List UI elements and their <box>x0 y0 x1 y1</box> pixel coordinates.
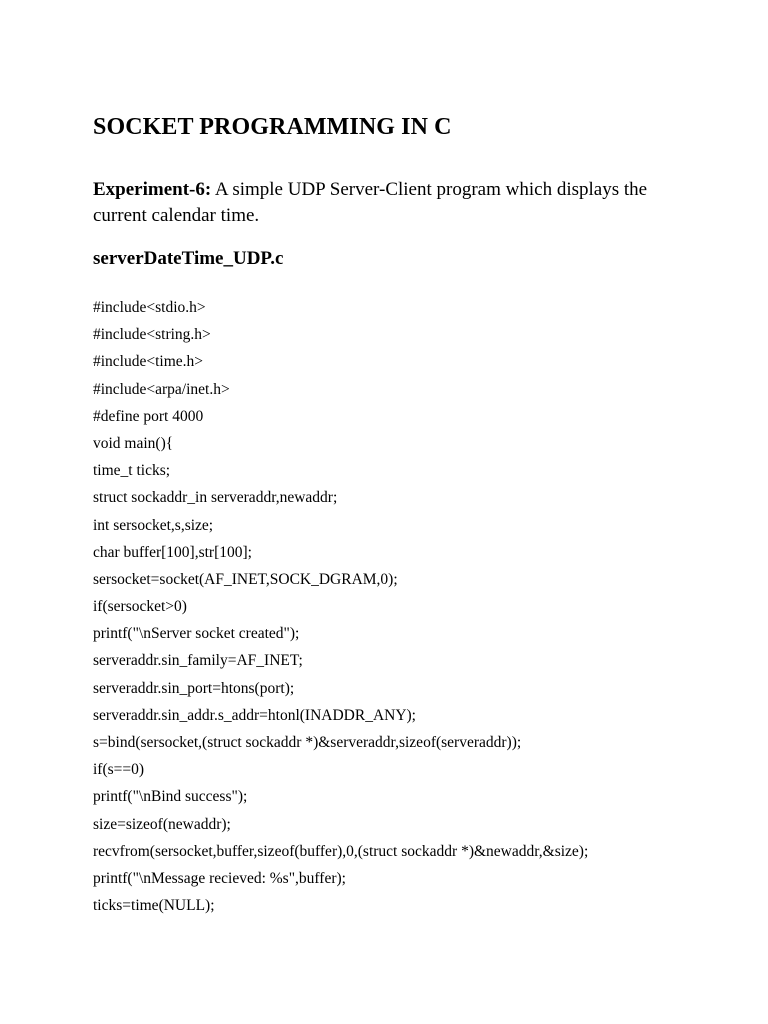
code-line: recvfrom(sersocket,buffer,sizeof(buffer),0,(struct sockaddr *)&newaddr,&size); <box>93 842 589 860</box>
code-line: time_t ticks; <box>93 462 171 480</box>
code-line: sersocket=socket(AF_INET,SOCK_DGRAM,0); <box>93 570 398 588</box>
experiment-description <box>93 177 683 229</box>
code-line: if(sersocket>0) <box>93 598 187 616</box>
code-line: char buffer[100],str[100]; <box>93 543 252 561</box>
experiment-text: A simple UDP Server-Client program which displays the current calendar time. <box>93 179 648 226</box>
code-line: serveraddr.sin_addr.s_addr=htonl(INADDR_ANY); <box>93 706 416 724</box>
code-line: void main(){ <box>93 434 174 452</box>
code-line: serveraddr.sin_family=AF_INET; <box>93 652 303 670</box>
code-line: #define port 4000 <box>93 407 204 425</box>
code-line: struct sockaddr_in serveraddr,newaddr; <box>93 489 338 507</box>
code-line: #include<string.h> <box>93 326 211 344</box>
code-line: printf("\nMessage recieved: %s",buffer); <box>93 869 346 887</box>
code-line: #include<time.h> <box>93 353 204 371</box>
code-line: if(s==0) <box>93 761 145 779</box>
document-title: SOCKET PROGRAMMING IN C <box>93 114 452 140</box>
code-line: s=bind(sersocket,(struct sockaddr *)&serveraddr,sizeof(serveraddr)); <box>93 734 522 751</box>
code-line: int sersocket,s,size; <box>93 516 214 534</box>
code-listing <box>93 294 693 919</box>
source-filename: serverDateTime_UDP.c <box>93 248 284 269</box>
code-line: serveraddr.sin_port=htons(port); <box>93 679 295 697</box>
code-line: #include<arpa/inet.h> <box>93 380 230 398</box>
document-content <box>93 112 693 919</box>
experiment-label: Experiment-6: <box>93 179 212 200</box>
code-line: ticks=time(NULL); <box>93 897 215 915</box>
code-line: size=sizeof(newaddr); <box>93 815 231 833</box>
code-line: printf("\nServer socket created"); <box>93 625 300 643</box>
code-line: printf("\nBind success"); <box>93 788 248 806</box>
code-line: #include<stdio.h> <box>93 299 206 316</box>
